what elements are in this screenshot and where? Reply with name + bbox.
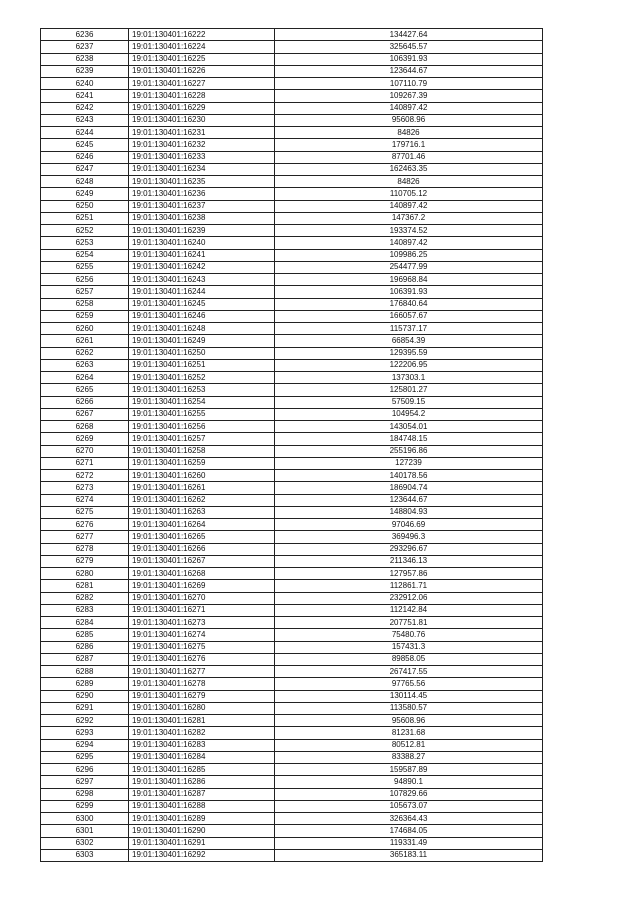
row-number-cell: 6290 xyxy=(41,690,129,702)
row-number-cell: 6303 xyxy=(41,849,129,861)
cadastral-number-cell: 19:01:130401:16252 xyxy=(129,372,275,384)
table-row xyxy=(41,78,543,90)
cadastral-number-cell: 19:01:130401:16266 xyxy=(129,543,275,555)
row-number-cell: 6285 xyxy=(41,629,129,641)
value-cell: 176840.64 xyxy=(275,298,543,310)
cadastral-number-cell: 19:01:130401:16270 xyxy=(129,592,275,604)
row-number-cell: 6274 xyxy=(41,494,129,506)
cadastral-number-cell: 19:01:130401:16225 xyxy=(129,53,275,65)
value-cell: 112861.71 xyxy=(275,580,543,592)
row-number-cell: 6289 xyxy=(41,678,129,690)
table-row xyxy=(41,739,543,751)
cadastral-number-cell: 19:01:130401:16233 xyxy=(129,151,275,163)
table-row xyxy=(41,849,543,861)
value-cell: 75480.76 xyxy=(275,629,543,641)
value-cell: 106391.93 xyxy=(275,286,543,298)
table-row xyxy=(41,200,543,212)
row-number-cell: 6269 xyxy=(41,433,129,445)
cadastral-number-cell: 19:01:130401:16283 xyxy=(129,739,275,751)
value-cell: 123644.67 xyxy=(275,494,543,506)
row-number-cell: 6293 xyxy=(41,727,129,739)
row-number-cell: 6256 xyxy=(41,274,129,286)
table-row xyxy=(41,666,543,678)
row-number-cell: 6241 xyxy=(41,90,129,102)
cadastral-number-cell: 19:01:130401:16277 xyxy=(129,666,275,678)
row-number-cell: 6244 xyxy=(41,127,129,139)
row-number-cell: 6248 xyxy=(41,176,129,188)
cadastral-number-cell: 19:01:130401:16288 xyxy=(129,800,275,812)
table-row xyxy=(41,114,543,126)
table-row xyxy=(41,813,543,825)
value-cell: 140897.42 xyxy=(275,200,543,212)
table-row xyxy=(41,702,543,714)
table-row xyxy=(41,347,543,359)
table-row xyxy=(41,65,543,77)
row-number-cell: 6279 xyxy=(41,555,129,567)
cadastral-number-cell: 19:01:130401:16292 xyxy=(129,849,275,861)
table-row xyxy=(41,163,543,175)
table-row xyxy=(41,604,543,616)
cadastral-number-cell: 19:01:130401:16243 xyxy=(129,274,275,286)
row-number-cell: 6295 xyxy=(41,751,129,763)
cadastral-number-cell: 19:01:130401:16267 xyxy=(129,555,275,567)
row-number-cell: 6260 xyxy=(41,323,129,335)
cadastral-number-cell: 19:01:130401:16231 xyxy=(129,127,275,139)
cadastral-number-cell: 19:01:130401:16228 xyxy=(129,90,275,102)
value-cell: 107829.66 xyxy=(275,788,543,800)
cadastral-number-cell: 19:01:130401:16280 xyxy=(129,702,275,714)
table-row xyxy=(41,482,543,494)
row-number-cell: 6261 xyxy=(41,335,129,347)
row-number-cell: 6254 xyxy=(41,249,129,261)
cadastral-number-cell: 19:01:130401:16275 xyxy=(129,641,275,653)
value-cell: 162463.35 xyxy=(275,163,543,175)
value-cell: 211346.13 xyxy=(275,555,543,567)
value-cell: 137303.1 xyxy=(275,372,543,384)
value-cell: 110705.12 xyxy=(275,188,543,200)
value-cell: 369496.3 xyxy=(275,531,543,543)
row-number-cell: 6286 xyxy=(41,641,129,653)
cadastral-number-cell: 19:01:130401:16232 xyxy=(129,139,275,151)
row-number-cell: 6250 xyxy=(41,200,129,212)
table-row xyxy=(41,825,543,837)
cadastral-number-cell: 19:01:130401:16238 xyxy=(129,212,275,224)
value-cell: 326364.43 xyxy=(275,813,543,825)
value-cell: 83388.27 xyxy=(275,751,543,763)
cadastral-number-cell: 19:01:130401:16271 xyxy=(129,604,275,616)
cadastral-number-cell: 19:01:130401:16253 xyxy=(129,384,275,396)
table-row xyxy=(41,286,543,298)
value-cell: 87701.46 xyxy=(275,151,543,163)
cadastral-number-cell: 19:01:130401:16227 xyxy=(129,78,275,90)
cadastral-number-cell: 19:01:130401:16244 xyxy=(129,286,275,298)
cadastral-number-cell: 19:01:130401:16254 xyxy=(129,396,275,408)
cadastral-number-cell: 19:01:130401:16226 xyxy=(129,65,275,77)
table-row xyxy=(41,433,543,445)
cadastral-number-cell: 19:01:130401:16224 xyxy=(129,41,275,53)
table-row xyxy=(41,764,543,776)
table-row xyxy=(41,715,543,727)
table-row xyxy=(41,53,543,65)
cadastral-number-cell: 19:01:130401:16282 xyxy=(129,727,275,739)
value-cell: 84826 xyxy=(275,127,543,139)
cadastral-number-cell: 19:01:130401:16276 xyxy=(129,653,275,665)
row-number-cell: 6265 xyxy=(41,384,129,396)
table-row xyxy=(41,788,543,800)
table-row xyxy=(41,225,543,237)
table-row xyxy=(41,555,543,567)
value-cell: 95608.96 xyxy=(275,715,543,727)
cadastral-number-cell: 19:01:130401:16257 xyxy=(129,433,275,445)
cadastral-number-cell: 19:01:130401:16290 xyxy=(129,825,275,837)
table-row xyxy=(41,408,543,420)
row-number-cell: 6302 xyxy=(41,837,129,849)
table-row xyxy=(41,421,543,433)
row-number-cell: 6236 xyxy=(41,29,129,41)
value-cell: 255196.86 xyxy=(275,445,543,457)
table-row xyxy=(41,127,543,139)
table-row xyxy=(41,41,543,53)
row-number-cell: 6259 xyxy=(41,310,129,322)
value-cell: 97765.56 xyxy=(275,678,543,690)
cadastral-number-cell: 19:01:130401:16261 xyxy=(129,482,275,494)
table-row xyxy=(41,188,543,200)
value-cell: 112142.84 xyxy=(275,604,543,616)
row-number-cell: 6268 xyxy=(41,421,129,433)
row-number-cell: 6246 xyxy=(41,151,129,163)
value-cell: 147367.2 xyxy=(275,212,543,224)
row-number-cell: 6257 xyxy=(41,286,129,298)
table-row xyxy=(41,641,543,653)
table-row xyxy=(41,151,543,163)
table-row xyxy=(41,384,543,396)
value-cell: 207751.81 xyxy=(275,617,543,629)
cadastral-number-cell: 19:01:130401:16249 xyxy=(129,335,275,347)
cadastral-number-cell: 19:01:130401:16240 xyxy=(129,237,275,249)
table-row xyxy=(41,298,543,310)
table-row xyxy=(41,837,543,849)
table-body xyxy=(41,29,543,862)
value-cell: 129395.59 xyxy=(275,347,543,359)
value-cell: 81231.68 xyxy=(275,727,543,739)
row-number-cell: 6278 xyxy=(41,543,129,555)
cadastral-number-cell: 19:01:130401:16229 xyxy=(129,102,275,114)
table-row xyxy=(41,751,543,763)
cadastral-number-cell: 19:01:130401:16286 xyxy=(129,776,275,788)
cadastral-number-cell: 19:01:130401:16279 xyxy=(129,690,275,702)
row-number-cell: 6264 xyxy=(41,372,129,384)
value-cell: 186904.74 xyxy=(275,482,543,494)
row-number-cell: 6294 xyxy=(41,739,129,751)
cadastral-number-cell: 19:01:130401:16248 xyxy=(129,323,275,335)
table-row xyxy=(41,261,543,273)
row-number-cell: 6267 xyxy=(41,408,129,420)
value-cell: 148804.93 xyxy=(275,506,543,518)
cadastral-number-cell: 19:01:130401:16256 xyxy=(129,421,275,433)
cadastral-number-cell: 19:01:130401:16259 xyxy=(129,457,275,469)
row-number-cell: 6263 xyxy=(41,359,129,371)
value-cell: 105673.07 xyxy=(275,800,543,812)
cadastral-number-cell: 19:01:130401:16289 xyxy=(129,813,275,825)
cadastral-number-cell: 19:01:130401:16222 xyxy=(129,29,275,41)
cadastral-number-cell: 19:01:130401:16291 xyxy=(129,837,275,849)
row-number-cell: 6272 xyxy=(41,470,129,482)
value-cell: 157431.3 xyxy=(275,641,543,653)
row-number-cell: 6266 xyxy=(41,396,129,408)
data-table xyxy=(40,28,543,862)
table-row xyxy=(41,310,543,322)
cadastral-number-cell: 19:01:130401:16258 xyxy=(129,445,275,457)
row-number-cell: 6270 xyxy=(41,445,129,457)
value-cell: 119331.49 xyxy=(275,837,543,849)
row-number-cell: 6237 xyxy=(41,41,129,53)
table-row xyxy=(41,506,543,518)
value-cell: 166057.67 xyxy=(275,310,543,322)
cadastral-number-cell: 19:01:130401:16234 xyxy=(129,163,275,175)
table-row xyxy=(41,372,543,384)
value-cell: 127239 xyxy=(275,457,543,469)
row-number-cell: 6252 xyxy=(41,225,129,237)
value-cell: 174684.05 xyxy=(275,825,543,837)
table-row xyxy=(41,776,543,788)
row-number-cell: 6291 xyxy=(41,702,129,714)
value-cell: 254477.99 xyxy=(275,261,543,273)
row-number-cell: 6282 xyxy=(41,592,129,604)
row-number-cell: 6275 xyxy=(41,506,129,518)
cadastral-number-cell: 19:01:130401:16263 xyxy=(129,506,275,518)
value-cell: 80512.81 xyxy=(275,739,543,751)
table-row xyxy=(41,249,543,261)
cadastral-number-cell: 19:01:130401:16250 xyxy=(129,347,275,359)
row-number-cell: 6247 xyxy=(41,163,129,175)
table-row xyxy=(41,543,543,555)
table-row xyxy=(41,531,543,543)
cadastral-number-cell: 19:01:130401:16230 xyxy=(129,114,275,126)
value-cell: 107110.79 xyxy=(275,78,543,90)
row-number-cell: 6239 xyxy=(41,65,129,77)
table-row xyxy=(41,494,543,506)
row-number-cell: 6251 xyxy=(41,212,129,224)
table-row xyxy=(41,445,543,457)
table-row xyxy=(41,629,543,641)
value-cell: 159587.89 xyxy=(275,764,543,776)
row-number-cell: 6238 xyxy=(41,53,129,65)
row-number-cell: 6292 xyxy=(41,715,129,727)
value-cell: 293296.67 xyxy=(275,543,543,555)
table-row xyxy=(41,29,543,41)
value-cell: 57509.15 xyxy=(275,396,543,408)
table-row xyxy=(41,470,543,482)
table-row xyxy=(41,90,543,102)
cadastral-number-cell: 19:01:130401:16242 xyxy=(129,261,275,273)
table-row xyxy=(41,727,543,739)
value-cell: 127957.86 xyxy=(275,568,543,580)
row-number-cell: 6281 xyxy=(41,580,129,592)
row-number-cell: 6253 xyxy=(41,237,129,249)
row-number-cell: 6276 xyxy=(41,519,129,531)
row-number-cell: 6273 xyxy=(41,482,129,494)
cadastral-number-cell: 19:01:130401:16269 xyxy=(129,580,275,592)
table-row xyxy=(41,592,543,604)
table-row xyxy=(41,323,543,335)
value-cell: 84826 xyxy=(275,176,543,188)
cadastral-number-cell: 19:01:130401:16246 xyxy=(129,310,275,322)
cadastral-number-cell: 19:01:130401:16274 xyxy=(129,629,275,641)
cadastral-number-cell: 19:01:130401:16278 xyxy=(129,678,275,690)
row-number-cell: 6245 xyxy=(41,139,129,151)
value-cell: 95608.96 xyxy=(275,114,543,126)
cadastral-number-cell: 19:01:130401:16235 xyxy=(129,176,275,188)
value-cell: 267417.55 xyxy=(275,666,543,678)
row-number-cell: 6240 xyxy=(41,78,129,90)
cadastral-number-cell: 19:01:130401:16255 xyxy=(129,408,275,420)
cadastral-number-cell: 19:01:130401:16284 xyxy=(129,751,275,763)
cadastral-number-cell: 19:01:130401:16285 xyxy=(129,764,275,776)
value-cell: 179716.1 xyxy=(275,139,543,151)
value-cell: 140178.56 xyxy=(275,470,543,482)
table-row xyxy=(41,678,543,690)
cadastral-number-cell: 19:01:130401:16264 xyxy=(129,519,275,531)
cadastral-number-cell: 19:01:130401:16281 xyxy=(129,715,275,727)
row-number-cell: 6255 xyxy=(41,261,129,273)
table-row xyxy=(41,102,543,114)
value-cell: 140897.42 xyxy=(275,102,543,114)
value-cell: 123644.67 xyxy=(275,65,543,77)
table-row xyxy=(41,335,543,347)
cadastral-number-cell: 19:01:130401:16287 xyxy=(129,788,275,800)
value-cell: 106391.93 xyxy=(275,53,543,65)
row-number-cell: 6287 xyxy=(41,653,129,665)
row-number-cell: 6283 xyxy=(41,604,129,616)
row-number-cell: 6280 xyxy=(41,568,129,580)
table-row xyxy=(41,617,543,629)
row-number-cell: 6242 xyxy=(41,102,129,114)
value-cell: 89858.05 xyxy=(275,653,543,665)
value-cell: 115737.17 xyxy=(275,323,543,335)
value-cell: 193374.52 xyxy=(275,225,543,237)
cadastral-number-cell: 19:01:130401:16237 xyxy=(129,200,275,212)
row-number-cell: 6297 xyxy=(41,776,129,788)
value-cell: 94890.1 xyxy=(275,776,543,788)
row-number-cell: 6271 xyxy=(41,457,129,469)
row-number-cell: 6300 xyxy=(41,813,129,825)
value-cell: 140897.42 xyxy=(275,237,543,249)
table-row xyxy=(41,359,543,371)
value-cell: 325645.57 xyxy=(275,41,543,53)
cadastral-number-cell: 19:01:130401:16251 xyxy=(129,359,275,371)
value-cell: 232912.06 xyxy=(275,592,543,604)
cadastral-number-cell: 19:01:130401:16268 xyxy=(129,568,275,580)
table-row xyxy=(41,457,543,469)
cadastral-number-cell: 19:01:130401:16265 xyxy=(129,531,275,543)
table-row xyxy=(41,176,543,188)
value-cell: 134427.64 xyxy=(275,29,543,41)
table-row xyxy=(41,139,543,151)
cadastral-number-cell: 19:01:130401:16260 xyxy=(129,470,275,482)
value-cell: 109267.39 xyxy=(275,90,543,102)
value-cell: 125801.27 xyxy=(275,384,543,396)
table-row xyxy=(41,212,543,224)
row-number-cell: 6249 xyxy=(41,188,129,200)
value-cell: 122206.95 xyxy=(275,359,543,371)
row-number-cell: 6284 xyxy=(41,617,129,629)
value-cell: 130114.45 xyxy=(275,690,543,702)
cadastral-number-cell: 19:01:130401:16241 xyxy=(129,249,275,261)
row-number-cell: 6262 xyxy=(41,347,129,359)
value-cell: 365183.11 xyxy=(275,849,543,861)
cadastral-number-cell: 19:01:130401:16273 xyxy=(129,617,275,629)
row-number-cell: 6277 xyxy=(41,531,129,543)
row-number-cell: 6296 xyxy=(41,764,129,776)
value-cell: 113580.57 xyxy=(275,702,543,714)
row-number-cell: 6299 xyxy=(41,800,129,812)
table-row xyxy=(41,274,543,286)
table-row xyxy=(41,237,543,249)
value-cell: 104954.2 xyxy=(275,408,543,420)
table-row xyxy=(41,568,543,580)
row-number-cell: 6301 xyxy=(41,825,129,837)
row-number-cell: 6243 xyxy=(41,114,129,126)
cadastral-number-cell: 19:01:130401:16262 xyxy=(129,494,275,506)
value-cell: 97046.69 xyxy=(275,519,543,531)
value-cell: 109986.25 xyxy=(275,249,543,261)
row-number-cell: 6288 xyxy=(41,666,129,678)
value-cell: 184748.15 xyxy=(275,433,543,445)
cadastral-number-cell: 19:01:130401:16239 xyxy=(129,225,275,237)
table-row xyxy=(41,653,543,665)
value-cell: 66854.39 xyxy=(275,335,543,347)
value-cell: 143054.01 xyxy=(275,421,543,433)
row-number-cell: 6298 xyxy=(41,788,129,800)
cadastral-number-cell: 19:01:130401:16236 xyxy=(129,188,275,200)
table-row xyxy=(41,690,543,702)
table-row xyxy=(41,800,543,812)
table-row xyxy=(41,580,543,592)
cadastral-number-cell: 19:01:130401:16245 xyxy=(129,298,275,310)
table-row xyxy=(41,519,543,531)
row-number-cell: 6258 xyxy=(41,298,129,310)
table-row xyxy=(41,396,543,408)
value-cell: 196968.84 xyxy=(275,274,543,286)
